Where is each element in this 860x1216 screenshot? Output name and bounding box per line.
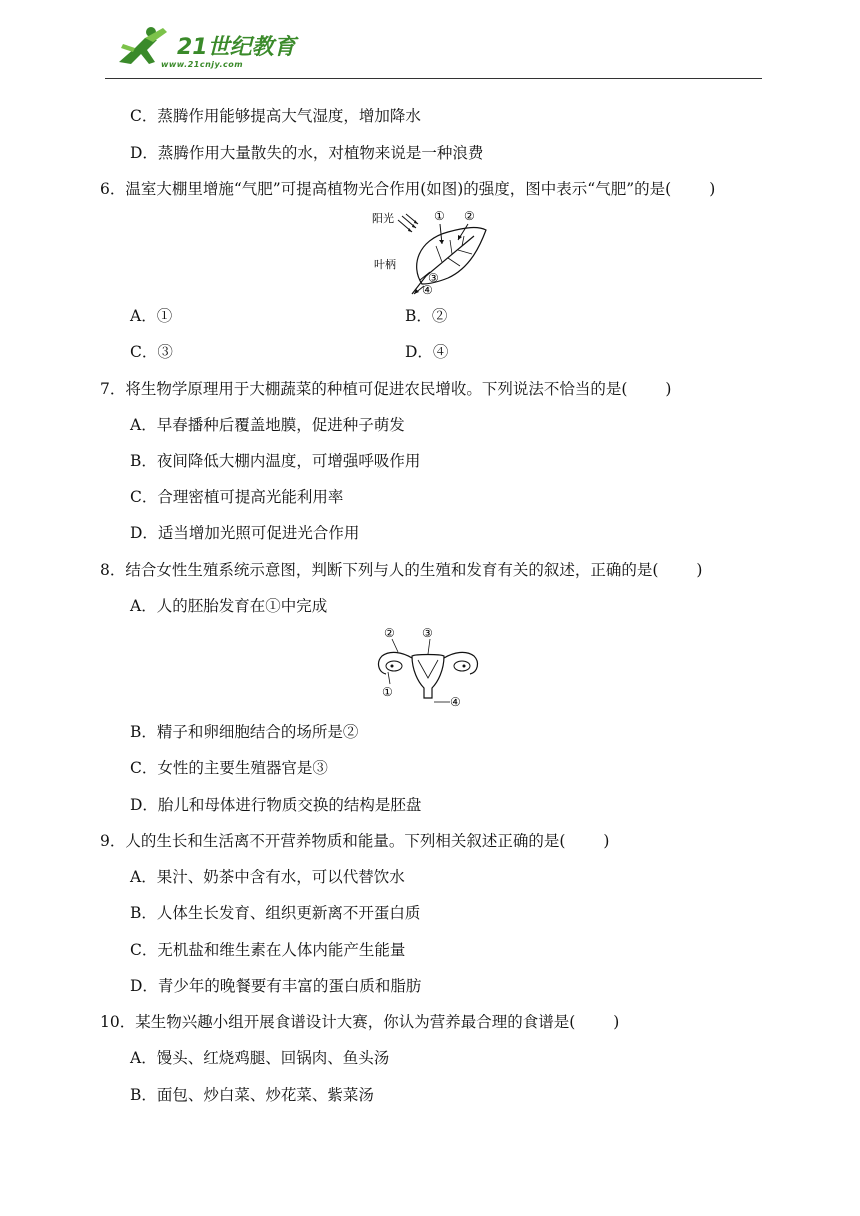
- q8-option-c: C．女性的主要生殖器官是③: [130, 759, 328, 777]
- q6-stem: [100, 179, 715, 199]
- figure-mark-3: ③: [422, 626, 433, 640]
- q6-option-d: D．④: [405, 343, 449, 361]
- q8-stem-close: ): [696, 561, 703, 579]
- logo: [105, 18, 305, 76]
- figure-mark-2: ②: [384, 626, 395, 640]
- q9-option-a: A．果汁、奶茶中含有水，可以代替饮水: [130, 868, 405, 886]
- q8-option-b: B．精子和卵细胞结合的场所是②: [130, 723, 359, 741]
- q9-option-c: C．无机盐和维生素在人体内能产生能量: [130, 941, 406, 959]
- q10-option-a: A．馒头、红烧鸡腿、回锅肉、鱼头汤: [130, 1049, 390, 1067]
- q7-stem: [100, 379, 671, 399]
- figure-mark-1: ①: [434, 209, 445, 223]
- q7-stem-close: ): [665, 380, 672, 398]
- figure-mark-1: ①: [382, 685, 393, 699]
- logo-url: www.21cnjy.com: [161, 60, 244, 69]
- q6-option-c: C．③: [130, 343, 173, 361]
- q8-stem: [100, 560, 702, 580]
- figure-mark-2: ②: [464, 209, 475, 223]
- q9-stem-close: ): [603, 832, 610, 850]
- q9-option-b: B．人体生长发育、组织更新离不开蛋白质: [130, 904, 421, 922]
- q6-stem-close: ): [709, 180, 716, 198]
- q10-stem-text: 10．某生物兴趣小组开展食谱设计大赛，你认为营养最合理的食谱是(: [100, 1013, 576, 1031]
- q9-stem-text: 9．人的生长和生活离不开营养物质和能量。下列相关叙述正确的是(: [100, 832, 566, 850]
- q5-option-d: D．蒸腾作用大量散失的水，对植物来说是一种浪费: [130, 144, 484, 162]
- figure-label-sun: 阳光: [372, 212, 394, 225]
- q8-stem-text: 8．结合女性生殖系统示意图，判断下列与人的生殖和发育有关的叙述，正确的是(: [100, 561, 659, 579]
- figure-mark-4: ④: [422, 283, 433, 297]
- q7-option-c: C．合理密植可提高光能利用率: [130, 488, 344, 506]
- q7-option-a: A．早春播种后覆盖地膜，促进种子萌发: [130, 416, 405, 434]
- page-header: [105, 18, 765, 80]
- female-reproductive-system-figure: [368, 626, 488, 708]
- q5-option-c: C．蒸腾作用能够提高大气湿度，增加降水: [130, 107, 421, 125]
- figure-mark-3: ③: [428, 271, 439, 285]
- q9-option-d: D．青少年的晚餐要有丰富的蛋白质和脂肪: [130, 977, 422, 995]
- q7-stem-text: 7．将生物学原理用于大棚蔬菜的种植可促进农民增收。下列说法不恰当的是(: [100, 380, 628, 398]
- header-divider: [105, 78, 762, 79]
- q8-option-a: A．人的胚胎发育在①中完成: [130, 597, 328, 615]
- q7-option-b: B．夜间降低大棚内温度，可增强呼吸作用: [130, 452, 421, 470]
- figure-label-stalk: 叶柄: [374, 258, 396, 271]
- q10-stem-close: ): [613, 1013, 620, 1031]
- q10-option-b: B．面包、炒白菜、炒花菜、紫菜汤: [130, 1086, 374, 1104]
- q6-option-a: A．①: [130, 307, 173, 325]
- q8-option-d: D．胎儿和母体进行物质交换的结构是胚盘: [130, 796, 422, 814]
- q6-option-b: B．②: [405, 307, 448, 325]
- q6-stem-text: 6．温室大棚里增施“气肥”可提高植物光合作用(如图)的强度，图中表示“气肥”的是(: [100, 180, 672, 198]
- leaf-photosynthesis-figure: [370, 206, 492, 298]
- figure-mark-4: ④: [450, 695, 461, 708]
- q10-stem: [100, 1012, 619, 1032]
- q9-stem: [100, 831, 609, 851]
- q7-option-d: D．适当增加光照可促进光合作用: [130, 524, 360, 542]
- logo-text: 21世纪教育: [177, 35, 296, 60]
